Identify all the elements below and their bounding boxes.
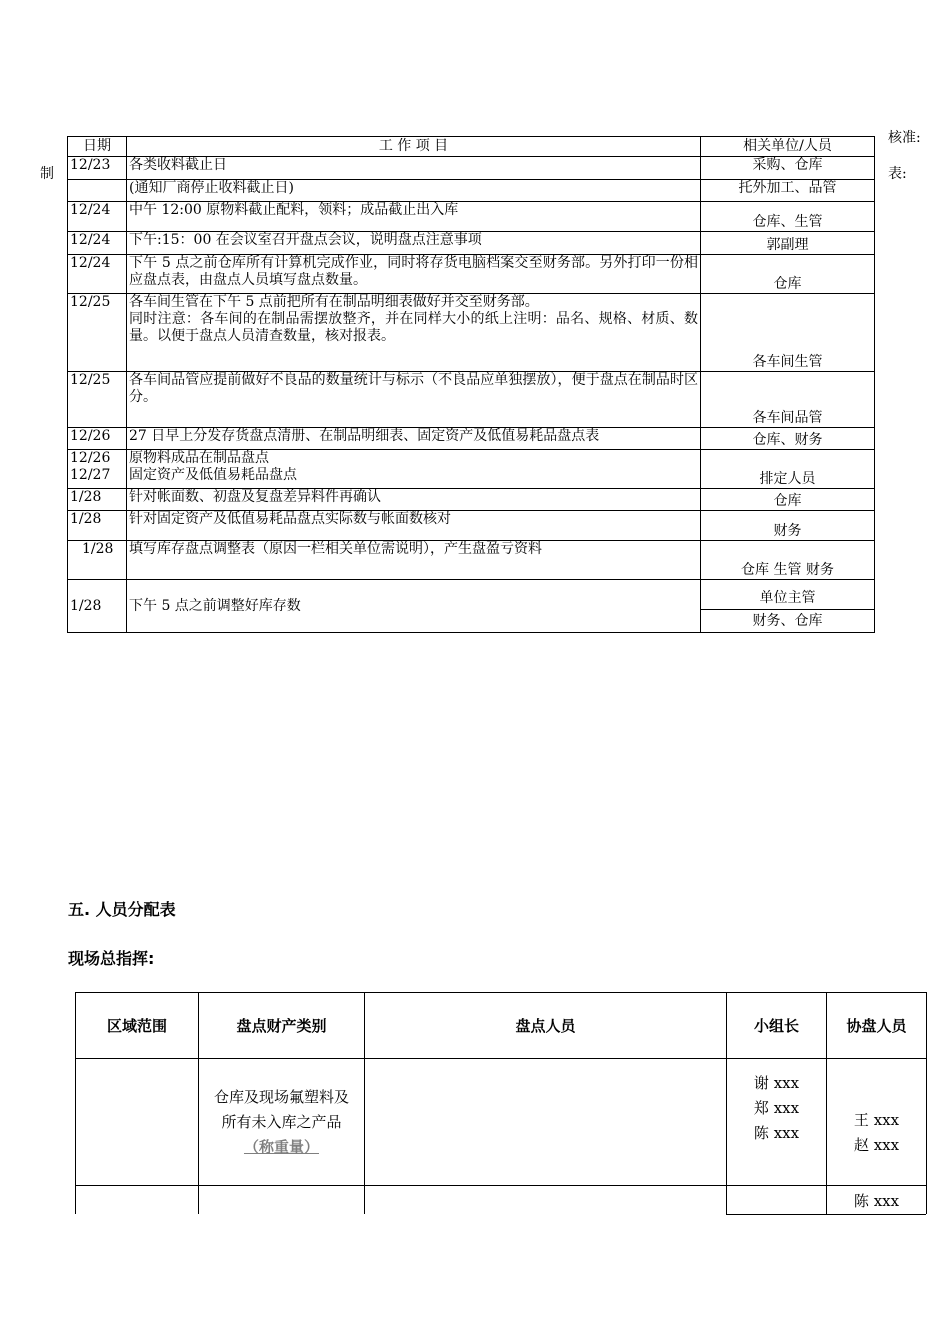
assist-name: 赵 xxx (853, 1135, 900, 1154)
header-leader: 小组长 (727, 993, 827, 1059)
schedule-table (67, 136, 875, 633)
row-item-line: 原物料成品在制品盘点 (129, 450, 269, 466)
staff-header-row (76, 993, 927, 1059)
header-unit: 相关单位/人员 (701, 137, 875, 157)
header-area: 区域范围 (76, 993, 199, 1059)
row-item: 针对固定资产及低值易耗品盘点实际数与帐面数核对 (127, 511, 701, 541)
area-cell (76, 1059, 199, 1186)
row-item-line: 各车间生管在下午 5 点前把所有在制品明细表做好并交至财务部。 (129, 294, 539, 310)
table-row (68, 541, 875, 580)
table-row (68, 180, 875, 202)
category-text: 仓库及现场氟塑料及所有未入库之产品 (213, 1087, 349, 1131)
counters-cell (365, 1059, 727, 1186)
row-item: 下午:15：00 在会议室召开盘点会议，说明盘点注意事项 (127, 232, 701, 255)
table-bottom-rule (726, 1214, 926, 1215)
row-item-line: 同时注意：各车间的在制品需摆放整齐，并在同样大小的纸上注明：品名、规格、材质、数量。以便于盘点人员清查数量，核对报表。 (129, 311, 698, 344)
row-unit: 郭副理 (701, 232, 875, 255)
table-row (68, 202, 875, 232)
row-item: 下午 5 点之前仓库所有计算机完成作业，同时将存货电脑档案交至财务部。另外打印一份相应盘点表，由盘点人员填写盘点数量。 (127, 255, 701, 294)
row-date: 12/26 (68, 428, 127, 450)
category-note: （称重量） (243, 1137, 319, 1156)
row-date-line: 12/27 (70, 467, 111, 483)
row-date (68, 450, 127, 489)
row-unit: 财务 (701, 511, 875, 541)
row-unit-line: 单位主管 (759, 590, 816, 606)
row-date: 1/28 (68, 580, 127, 633)
row-item-line: 固定资产及低值易耗品盘点 (129, 467, 297, 483)
assist-name: 陈 xxx (853, 1192, 900, 1210)
row-item (127, 294, 701, 372)
header-counters: 盘点人员 (365, 993, 727, 1059)
header-date: 日期 (68, 137, 127, 157)
assist-cell (827, 1186, 927, 1218)
row-date: 1/28 (68, 541, 127, 580)
leader-cell (727, 1186, 827, 1218)
made-label: 制 (40, 166, 54, 182)
leader-cell (727, 1059, 827, 1186)
row-unit: 仓库 生管 财务 (701, 541, 875, 580)
table-row (68, 294, 875, 372)
category-cell (199, 1186, 365, 1218)
row-unit (701, 580, 875, 633)
header-assist: 协盘人员 (827, 993, 927, 1059)
table-suffix-label: 表: (888, 166, 907, 182)
commander-label: 现场总指挥: (68, 949, 155, 968)
row-unit: 各车间品管 (701, 372, 875, 428)
row-item: 27 日早上分发存货盘点清册、在制品明细表、固定资产及低值易耗品盘点表 (127, 428, 701, 450)
category-cell (199, 1059, 365, 1186)
schedule-header-row (68, 137, 875, 157)
row-unit: 采购、仓库 (701, 157, 875, 180)
row-item: 针对帐面数、初盘及复盘差异料件再确认 (127, 489, 701, 511)
staff-table (75, 992, 927, 1218)
row-item (127, 450, 701, 489)
header-item: 工 作 项 目 (127, 137, 701, 157)
row-unit: 仓库、生管 (701, 202, 875, 232)
row-unit: 仓库 (701, 489, 875, 511)
table-row (68, 428, 875, 450)
table-row (68, 511, 875, 541)
row-item: 填写库存盘点调整表（原因一栏相关单位需说明），产生盘盈亏资料 (127, 541, 701, 580)
section5-title: 五. 人员分配表 (68, 900, 176, 919)
row-item: 下午 5 点之前调整好库存数 (127, 580, 701, 633)
row-date: 1/28 (68, 489, 127, 511)
counters-cell (365, 1186, 727, 1218)
assist-cell (827, 1059, 927, 1186)
table-row (68, 157, 875, 180)
row-date: 12/24 (68, 202, 127, 232)
row-item: 中午 12:00 原物料截止配料，领料；成品截止出入库 (127, 202, 701, 232)
row-unit: 仓库 (701, 255, 875, 294)
leader-name: 谢 xxx (753, 1074, 800, 1092)
row-date: 12/25 (68, 372, 127, 428)
table-row (76, 1186, 927, 1218)
row-unit: 排定人员 (701, 450, 875, 489)
row-unit: 仓库、财务 (701, 428, 875, 450)
row-item: (通知厂商停止收料截止日) (127, 180, 701, 202)
row-date (68, 180, 127, 202)
row-date: 12/24 (68, 232, 127, 255)
table-row (76, 1059, 927, 1186)
table-row (68, 232, 875, 255)
approve-label: 核准: (888, 130, 921, 146)
row-unit: 托外加工、品管 (701, 180, 875, 202)
row-date: 12/24 (68, 255, 127, 294)
table-row (68, 372, 875, 428)
row-item: 各车间品管应提前做好不良品的数量统计与标示（不良品应单独摆放），便于盘点在制品时区分。 (127, 372, 701, 428)
table-row (68, 255, 875, 294)
row-unit: 各车间生管 (701, 294, 875, 372)
area-cell (76, 1186, 199, 1218)
row-date: 12/25 (68, 294, 127, 372)
row-item: 各类收料截止日 (127, 157, 701, 180)
table-row (68, 580, 875, 633)
header-category: 盘点财产类别 (199, 993, 365, 1059)
leader-name: 郑 xxx (753, 1099, 800, 1117)
row-unit-line: 财务、仓库 (701, 609, 874, 632)
row-date-line: 12/26 (70, 450, 111, 466)
leader-name: 陈 xxx (753, 1124, 800, 1142)
page-bottom-margin (0, 1214, 950, 1344)
row-date: 1/28 (68, 511, 127, 541)
table-row (68, 450, 875, 489)
assist-name: 王 xxx (853, 1110, 900, 1129)
row-date: 12/23 (68, 157, 127, 180)
table-row (68, 489, 875, 511)
